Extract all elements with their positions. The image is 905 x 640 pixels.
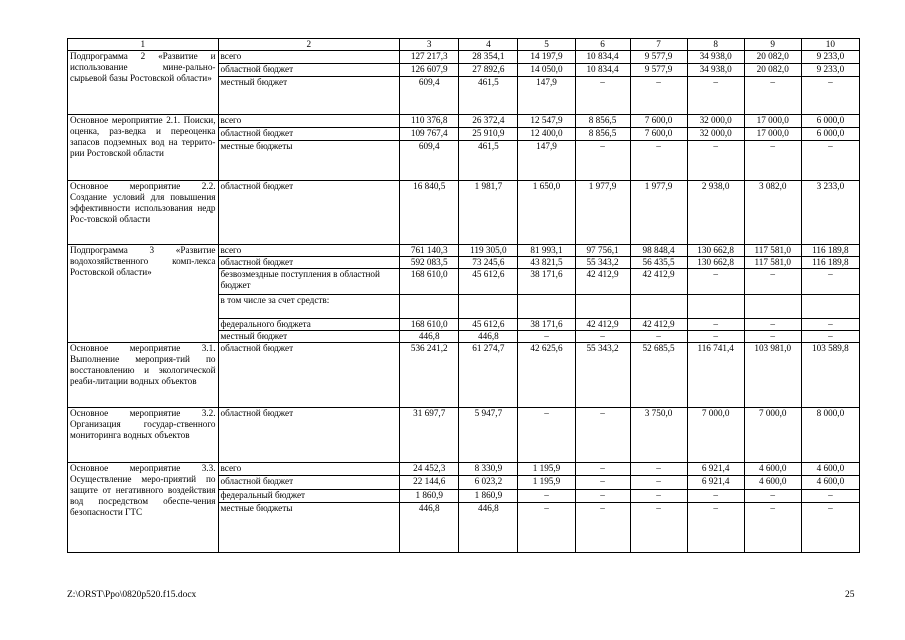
value-cell: 3 082,0 — [744, 181, 801, 245]
value-cell: 3 750,0 — [630, 408, 687, 463]
funding-source-cell: безвозмездные поступления в областной бюджет — [218, 269, 400, 295]
value-cell: 42 625,6 — [518, 343, 575, 408]
value-cell: – — [575, 408, 630, 463]
program-name-cell: Основное мероприятие 2.2. Создание условий для повышения эффективности использования недр Рос-товской области — [68, 181, 219, 245]
value-cell: – — [801, 503, 859, 553]
value-cell: 8 000,0 — [801, 408, 859, 463]
value-cell: – — [687, 490, 744, 503]
value-cell: 7 600,0 — [630, 128, 687, 141]
value-cell: – — [630, 503, 687, 553]
value-cell: 109 767,4 — [400, 128, 459, 141]
value-cell: 1 981,7 — [459, 181, 518, 245]
value-cell: 9 577,9 — [630, 64, 687, 77]
value-cell: 147,9 — [518, 77, 575, 115]
value-cell: – — [518, 490, 575, 503]
value-cell: 45 612,6 — [459, 269, 518, 295]
program-name-cell: Основное мероприятие 3.1. Выполнение мероприя-тий по восстановлению и экологической реаби-литации водных объектов — [68, 343, 219, 408]
value-cell: – — [801, 77, 859, 115]
value-cell: – — [744, 331, 801, 343]
value-cell: 6 921,4 — [687, 476, 744, 490]
value-cell — [575, 295, 630, 319]
funding-source-cell: всего — [218, 245, 400, 257]
value-cell: 55 343,2 — [575, 343, 630, 408]
value-cell: 56 435,5 — [630, 257, 687, 269]
value-cell: 8 330,9 — [459, 463, 518, 476]
header-row — [68, 39, 860, 51]
value-cell: 117 581,0 — [744, 257, 801, 269]
value-cell: – — [744, 141, 801, 181]
table-body — [68, 39, 860, 553]
value-cell: 52 685,5 — [630, 343, 687, 408]
value-cell: 1 860,9 — [459, 490, 518, 503]
funding-source-cell: областной бюджет — [218, 128, 400, 141]
funding-source-cell: областной бюджет — [218, 181, 400, 245]
value-cell: 98 848,4 — [630, 245, 687, 257]
value-cell: 609,4 — [400, 77, 459, 115]
value-cell: 42 412,9 — [575, 269, 630, 295]
value-cell: – — [575, 503, 630, 553]
funding-source-cell: местные бюджеты — [218, 141, 400, 181]
funding-source-cell: местный бюджет — [218, 77, 400, 115]
value-cell: 24 452,3 — [400, 463, 459, 476]
value-cell: 2 938,0 — [687, 181, 744, 245]
value-cell: 7 600,0 — [630, 115, 687, 128]
value-cell: – — [575, 463, 630, 476]
program-name-cell: Подпрограмма 3 «Развитие водохозяйственного комп-лекса Ростовской области» — [68, 245, 219, 343]
program-name-cell: Основное мероприятие 3.3. Осуществление меро-приятий по защите от негативного воздействия вод посредством обеспе-чения безопасности ГТС — [68, 463, 219, 553]
value-cell: 116 189,8 — [801, 245, 859, 257]
value-cell: 1 977,9 — [575, 181, 630, 245]
value-cell: 17 000,0 — [744, 115, 801, 128]
value-cell: 446,8 — [400, 331, 459, 343]
value-cell — [801, 295, 859, 319]
program-name-cell: Основное мероприятие 2.1. Поиски, оценка, раз-ведка и переоценка запасов подземных вод на террито-рии Ростовской области — [68, 115, 219, 181]
table-row — [68, 115, 860, 128]
funding-source-cell: областной бюджет — [218, 343, 400, 408]
value-cell: – — [575, 490, 630, 503]
value-cell: 6 000,0 — [801, 115, 859, 128]
value-cell: 103 589,8 — [801, 343, 859, 408]
value-cell: – — [801, 490, 859, 503]
header-cell: 6 — [575, 39, 630, 51]
value-cell: 536 241,2 — [400, 343, 459, 408]
value-cell: 12 547,9 — [518, 115, 575, 128]
value-cell: 4 600,0 — [801, 463, 859, 476]
value-cell: 110 376,8 — [400, 115, 459, 128]
value-cell: 6 023,2 — [459, 476, 518, 490]
table-row — [68, 245, 860, 257]
value-cell: 34 938,0 — [687, 64, 744, 77]
value-cell: 7 000,0 — [744, 408, 801, 463]
funding-source-cell: всего — [218, 463, 400, 476]
value-cell: 20 082,0 — [744, 51, 801, 64]
value-cell: 10 834,4 — [575, 51, 630, 64]
funding-source-cell: в том числе за счет средств: — [218, 295, 400, 319]
value-cell: 31 697,7 — [400, 408, 459, 463]
value-cell: – — [518, 503, 575, 553]
value-cell: – — [687, 141, 744, 181]
value-cell: – — [687, 269, 744, 295]
value-cell: 61 274,7 — [459, 343, 518, 408]
value-cell: 1 650,0 — [518, 181, 575, 245]
value-cell: – — [801, 331, 859, 343]
value-cell: – — [687, 503, 744, 553]
value-cell: 17 000,0 — [744, 128, 801, 141]
value-cell: – — [518, 331, 575, 343]
value-cell: 32 000,0 — [687, 115, 744, 128]
value-cell: 25 910,9 — [459, 128, 518, 141]
value-cell — [459, 295, 518, 319]
value-cell: – — [630, 490, 687, 503]
table-row — [68, 463, 860, 476]
value-cell: 1 195,9 — [518, 476, 575, 490]
header-cell: 10 — [801, 39, 859, 51]
value-cell: 20 082,0 — [744, 64, 801, 77]
value-cell: – — [575, 77, 630, 115]
funding-source-cell: всего — [218, 115, 400, 128]
value-cell: 609,4 — [400, 141, 459, 181]
value-cell: 14 050,0 — [518, 64, 575, 77]
value-cell: – — [687, 77, 744, 115]
value-cell: 73 245,6 — [459, 257, 518, 269]
value-cell: 1 860,9 — [400, 490, 459, 503]
value-cell: 12 400,0 — [518, 128, 575, 141]
value-cell: – — [630, 331, 687, 343]
value-cell: 3 233,0 — [801, 181, 859, 245]
value-cell: 4 600,0 — [744, 463, 801, 476]
header-cell: 5 — [518, 39, 575, 51]
value-cell: 168 610,0 — [400, 269, 459, 295]
value-cell: – — [630, 463, 687, 476]
program-name-cell: Основное мероприятие 3.2. Организация государ-ственного мониторинга водных объектов — [68, 408, 219, 463]
value-cell: 7 000,0 — [687, 408, 744, 463]
value-cell: – — [744, 269, 801, 295]
value-cell: 16 840,5 — [400, 181, 459, 245]
funding-source-cell: федеральный бюджет — [218, 490, 400, 503]
value-cell: 14 197,9 — [518, 51, 575, 64]
value-cell: 761 140,3 — [400, 245, 459, 257]
value-cell: – — [575, 331, 630, 343]
footer-file-path: Z:\ORST\Ppo\0820p520.f15.docx — [67, 590, 197, 600]
value-cell: 55 343,2 — [575, 257, 630, 269]
value-cell: – — [575, 476, 630, 490]
value-cell: 8 856,5 — [575, 128, 630, 141]
value-cell: 130 662,8 — [687, 257, 744, 269]
value-cell: 26 372,4 — [459, 115, 518, 128]
value-cell: 5 947,7 — [459, 408, 518, 463]
table-row — [68, 343, 860, 408]
value-cell: – — [744, 77, 801, 115]
value-cell: 81 993,1 — [518, 245, 575, 257]
value-cell: 42 412,9 — [630, 269, 687, 295]
value-cell: – — [687, 331, 744, 343]
table-row — [68, 181, 860, 245]
header-cell: 4 — [459, 39, 518, 51]
value-cell: – — [801, 141, 859, 181]
value-cell: – — [687, 319, 744, 331]
funding-source-cell: областной бюджет — [218, 64, 400, 77]
value-cell: 10 834,4 — [575, 64, 630, 77]
budget-table — [67, 38, 860, 553]
program-name-cell: Подпрограмма 2 «Развитие и использование мине-рально-сырьевой базы Ростовской области» — [68, 51, 219, 115]
value-cell — [400, 295, 459, 319]
value-cell: 9 577,9 — [630, 51, 687, 64]
header-cell: 1 — [68, 39, 219, 51]
value-cell: 27 892,6 — [459, 64, 518, 77]
value-cell: 446,8 — [400, 503, 459, 553]
value-cell: 116 741,4 — [687, 343, 744, 408]
value-cell: 1 977,9 — [630, 181, 687, 245]
header-cell: 3 — [400, 39, 459, 51]
value-cell: 97 756,1 — [575, 245, 630, 257]
value-cell: – — [801, 269, 859, 295]
value-cell — [518, 295, 575, 319]
value-cell — [687, 295, 744, 319]
value-cell: – — [630, 476, 687, 490]
value-cell: 126 607,9 — [400, 64, 459, 77]
value-cell: 147,9 — [518, 141, 575, 181]
value-cell: 117 581,0 — [744, 245, 801, 257]
value-cell: 42 412,9 — [630, 319, 687, 331]
funding-source-cell: местный бюджет — [218, 331, 400, 343]
funding-source-cell: областной бюджет — [218, 408, 400, 463]
value-cell: 22 144,6 — [400, 476, 459, 490]
value-cell: 4 600,0 — [744, 476, 801, 490]
funding-source-cell: областной бюджет — [218, 257, 400, 269]
value-cell: – — [518, 408, 575, 463]
table-row — [68, 408, 860, 463]
value-cell: 9 233,0 — [801, 51, 859, 64]
value-cell: – — [744, 319, 801, 331]
value-cell: 8 856,5 — [575, 115, 630, 128]
value-cell: 103 981,0 — [744, 343, 801, 408]
value-cell: 1 195,9 — [518, 463, 575, 476]
table-row — [68, 51, 860, 64]
funding-source-cell: местные бюджеты — [218, 503, 400, 553]
value-cell: 119 305,0 — [459, 245, 518, 257]
value-cell: 6 921,4 — [687, 463, 744, 476]
header-cell: 2 — [218, 39, 400, 51]
value-cell: 9 233,0 — [801, 64, 859, 77]
value-cell: 592 083,5 — [400, 257, 459, 269]
value-cell: – — [744, 490, 801, 503]
value-cell: 130 662,8 — [687, 245, 744, 257]
value-cell: 45 612,6 — [459, 319, 518, 331]
funding-source-cell: областной бюджет — [218, 476, 400, 490]
value-cell — [744, 295, 801, 319]
value-cell: 461,5 — [459, 141, 518, 181]
value-cell: – — [801, 319, 859, 331]
value-cell — [630, 295, 687, 319]
funding-source-cell: федерального бюджета — [218, 319, 400, 331]
page-number: 25 — [845, 590, 855, 600]
header-cell: 7 — [630, 39, 687, 51]
value-cell: 461,5 — [459, 77, 518, 115]
value-cell: 38 171,6 — [518, 319, 575, 331]
value-cell: 4 600,0 — [801, 476, 859, 490]
value-cell: – — [630, 77, 687, 115]
value-cell: 446,8 — [459, 331, 518, 343]
value-cell: 168 610,0 — [400, 319, 459, 331]
value-cell: – — [630, 141, 687, 181]
value-cell: 34 938,0 — [687, 51, 744, 64]
value-cell: – — [575, 141, 630, 181]
header-cell: 8 — [687, 39, 744, 51]
value-cell: 38 171,6 — [518, 269, 575, 295]
header-cell: 9 — [744, 39, 801, 51]
value-cell: 32 000,0 — [687, 128, 744, 141]
value-cell: 28 354,1 — [459, 51, 518, 64]
funding-source-cell: всего — [218, 51, 400, 64]
value-cell: 116 189,8 — [801, 257, 859, 269]
value-cell: 127 217,3 — [400, 51, 459, 64]
value-cell: 6 000,0 — [801, 128, 859, 141]
value-cell: 43 821,5 — [518, 257, 575, 269]
value-cell: 446,8 — [459, 503, 518, 553]
value-cell: – — [744, 503, 801, 553]
value-cell: 42 412,9 — [575, 319, 630, 331]
